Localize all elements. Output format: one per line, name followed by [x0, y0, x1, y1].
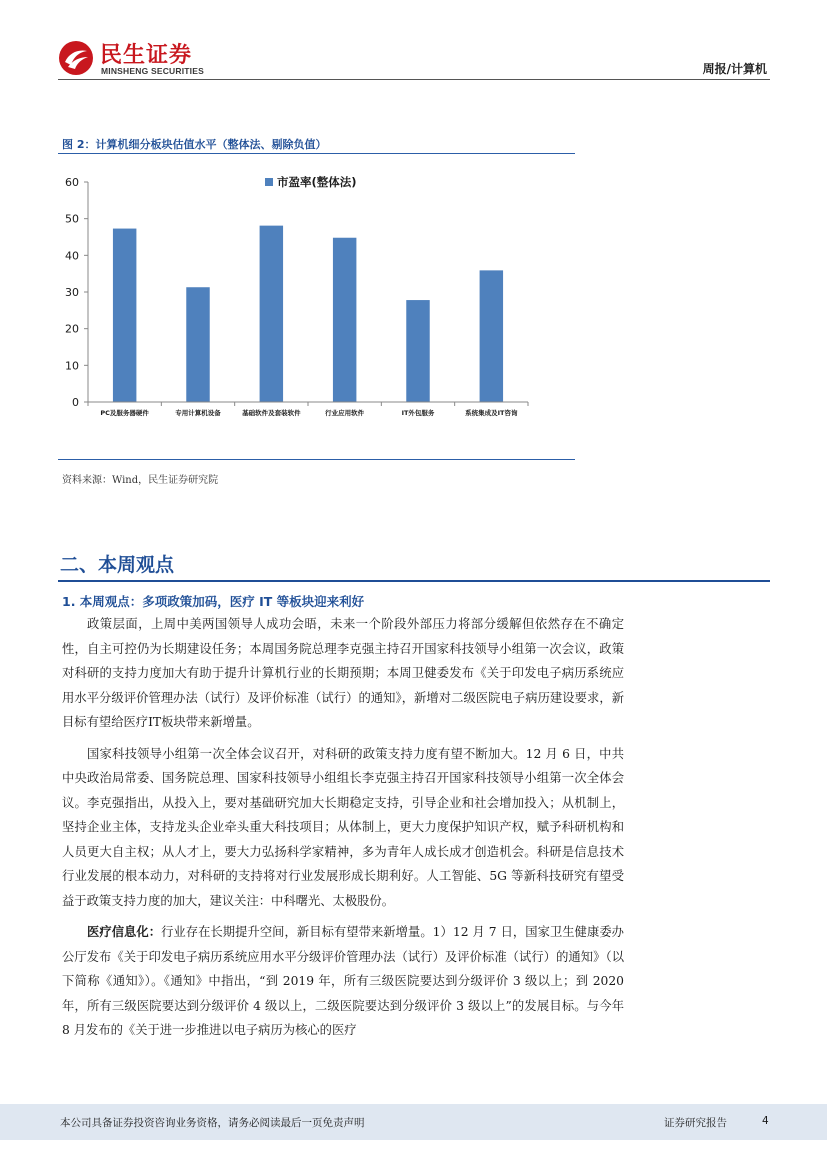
y-tick-label: 10 [65, 359, 79, 373]
bar [333, 238, 356, 402]
paragraph-science-leadership [62, 742, 624, 914]
bar-series [113, 226, 503, 402]
y-tick-label: 40 [65, 249, 79, 263]
figure-bottom-rule [58, 459, 575, 460]
footer-report-type: 证券研究报告 [664, 1117, 727, 1129]
x-tick-label: IT外包服务 [401, 409, 435, 417]
paragraph-text: 政策层面，上周中美两国领导人成功会晤，未来一个阶段外部压力将部分缓解但依然存在不确定性，自主可控仍为长期建设任务；本周国务院总理李克强主持召开国家科技领导小组第一次会议，政策对科研的支持力度加大有助于提升计算机行业的长期预期；本周卫健委发布《关于印发电子病历系统应用水平分级评价管理办法（试行）及评价标准（试行）的通知》，新增对二级医院电子病历建设要求，新目标有望给医疗IT板块带来新增量。 [62, 617, 624, 729]
x-tick-label: 行业应用软件 [325, 409, 365, 417]
chart-legend [265, 175, 357, 189]
figure-top-rule [58, 153, 575, 154]
bar [406, 300, 429, 402]
paragraph-lead: 医疗信息化： [87, 925, 162, 939]
paragraph-medical-it [62, 920, 624, 1043]
x-tick-label: 专用计算机设备 [175, 409, 221, 417]
paragraph-text: 国家科技领导小组第一次全体会议召开，对科研的政策支持力度有望不断加大。12 月 6 日，中共中央政治局常委、国务院总理、国家科技领导小组组长李克强主持召开国家科技领导小组第一次全体会议。李克强指出，从投入上，要对基础研究加大长期稳定支持，引导企业和社会增加投入；从机制上，坚持企业主体，支持龙头企业牵头重大科技项目；从体制上，更大力度保护知识产权，赋予科研机构和人员更大自主权；从人才上，要大力弘扬科学家精神，多为青年人成长成才创造机会。科研是信息技术行业发展的根本动力，对科研的支持将对行业发展形成长期利好。人工智能、5G 等新科技研究有望受益于政策支持力度的加大，建议关注：中科曙光、太极股份。 [62, 746, 624, 908]
y-tick-label: 50 [65, 212, 79, 226]
figure-title: 图 2：计算机细分板块估值水平（整体法、剔除负值） [62, 138, 327, 151]
logo-chinese-name: 民生证券 [100, 43, 193, 68]
y-tick-label: 20 [65, 322, 79, 336]
legend-label: 市盈率(整体法) [277, 175, 357, 189]
body-text [62, 612, 624, 1050]
bar [260, 226, 283, 402]
subsection-title: 1. 本周观点：多项政策加码，医疗 IT 等板块迎来利好 [62, 594, 365, 609]
bar [480, 270, 503, 402]
y-axis [65, 176, 88, 409]
bar [113, 229, 136, 402]
x-tick-label: PC及服务器硬件 [100, 409, 149, 417]
y-tick-label: 60 [65, 176, 79, 189]
minsheng-logo-icon [58, 40, 94, 76]
section-title: 二、本周观点 [60, 554, 175, 576]
page-number: 4 [762, 1115, 769, 1127]
figure-source: 资料来源：Wind，民生证券研究院 [62, 475, 219, 486]
x-tick-label: 基础软件及套装软件 [242, 409, 301, 417]
section-divider [58, 580, 770, 582]
report-category: 周报/计算机 [702, 62, 767, 76]
legend-swatch [265, 178, 273, 186]
footer-disclaimer: 本公司具备证券投资咨询业务资格，请务必阅读最后一页免责声明 [60, 1117, 365, 1129]
x-tick-label: 系统集成及IT咨询 [465, 409, 518, 417]
paragraph-text: 行业存在长期提升空间，新目标有望带来新增量。1）12 月 7 日，国家卫生健康委办公厅发布《关于印发电子病历系统应用水平分级评价管理办法（试行）及评价标准（试行）的通知》（以下简称《通知》）。《通知》中指出，“到 2019 年，所有三级医院要达到分级评价 3 级以上；到 2020 年，所有三级医院要达到分级评价 4 级以上，二级医院要达到分级评价 3 级以上”的发展目标。与今年 8 月发布的《关于进一步推进以电子病历为核心的医疗 [62, 925, 624, 1037]
pe-valuation-bar-chart [58, 166, 575, 430]
y-tick-label: 0 [72, 396, 79, 409]
header-divider [58, 79, 770, 80]
bar [186, 287, 209, 402]
logo-english-name: MINSHENG SECURITIES [101, 66, 204, 76]
paragraph-policy [62, 612, 624, 735]
x-axis [88, 402, 528, 417]
y-tick-label: 30 [65, 286, 79, 299]
